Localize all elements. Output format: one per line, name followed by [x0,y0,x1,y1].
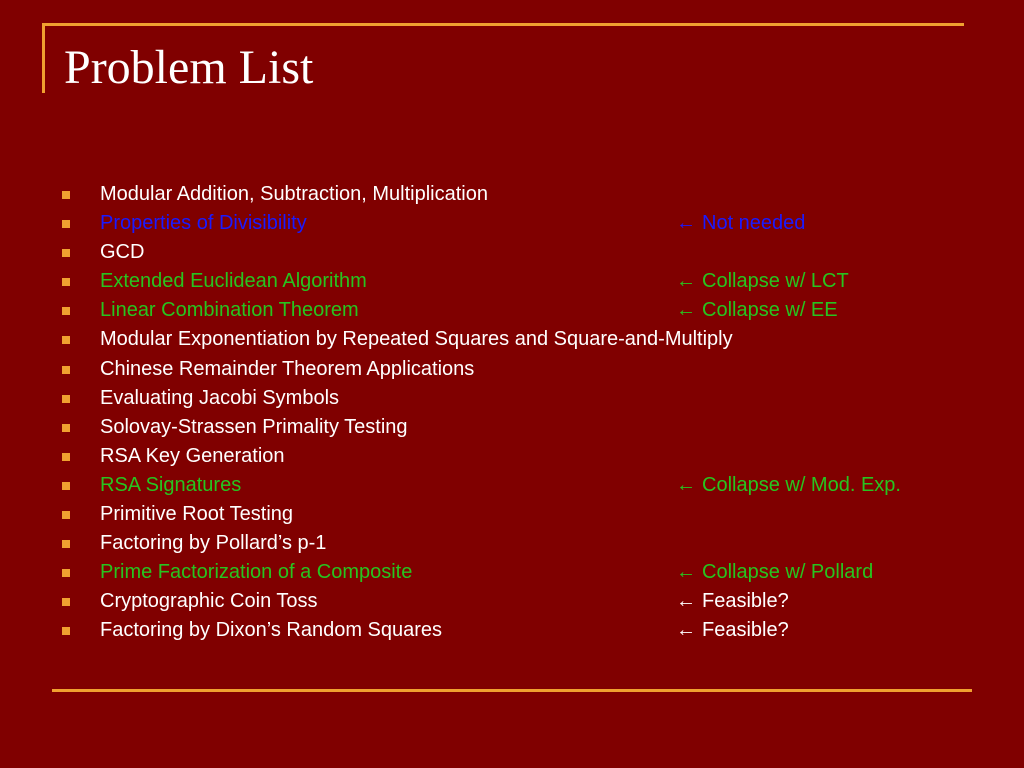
item-label: Prime Factorization of a Composite [100,561,413,584]
square-bullet-icon [62,191,70,199]
list-item [62,238,1002,267]
square-bullet-icon [62,482,70,490]
list-item [62,296,1002,325]
square-bullet-icon [62,627,70,635]
left-arrow-icon: ← [676,561,696,584]
left-arrow-icon: ← [676,619,696,642]
item-label: GCD [100,241,145,264]
list-item [62,587,1002,616]
list-item [62,413,1002,442]
square-bullet-icon [62,511,70,519]
square-bullet-icon [62,569,70,577]
left-arrow-icon: ← [676,473,696,496]
list-item [62,616,1002,645]
item-note-text: Feasible? [702,619,789,642]
left-frame-line [42,23,45,93]
problem-list [62,180,1002,646]
item-note [676,471,901,500]
item-note-text: Collapse w/ Pollard [702,561,874,584]
item-label: Chinese Remainder Theorem Applications [100,357,475,380]
slide-title: Problem List [64,41,314,94]
item-note [676,616,789,645]
item-note [676,209,805,238]
list-item [62,471,1002,500]
item-note-text: Not needed [702,212,806,235]
left-arrow-icon: ← [676,270,696,293]
item-note [676,587,789,616]
item-note [676,558,873,587]
square-bullet-icon [62,424,70,432]
list-item [62,355,1002,384]
left-arrow-icon: ← [676,212,696,235]
left-arrow-icon: ← [676,299,696,322]
item-label: Solovay-Strassen Primality Testing [100,415,408,438]
left-arrow-icon: ← [676,590,696,613]
item-label: RSA Signatures [100,473,242,496]
square-bullet-icon [62,249,70,257]
item-note-text: Collapse w/ Mod. Exp. [702,473,901,496]
item-label: Modular Exponentiation by Repeated Squares and Square-and-Multiply [100,328,733,351]
square-bullet-icon [62,307,70,315]
item-label: Primitive Root Testing [100,503,294,526]
item-label: Factoring by Dixon’s Random Squares [100,619,443,642]
square-bullet-icon [62,366,70,374]
item-label: Evaluating Jacobi Symbols [100,386,340,409]
square-bullet-icon [62,278,70,286]
square-bullet-icon [62,395,70,403]
list-item [62,558,1002,587]
list-item [62,325,1002,354]
list-item [62,267,1002,296]
item-note [676,267,849,296]
square-bullet-icon [62,220,70,228]
square-bullet-icon [62,598,70,606]
item-note-text: Feasible? [702,590,789,613]
list-item [62,384,1002,413]
bottom-frame-line [52,689,972,692]
square-bullet-icon [62,336,70,344]
list-item [62,180,1002,209]
square-bullet-icon [62,453,70,461]
list-item [62,500,1002,529]
item-label: Modular Addition, Subtraction, Multiplication [100,183,488,205]
item-label: Factoring by Pollard’s p-1 [100,532,327,555]
item-label: Linear Combination Theorem [100,299,359,322]
item-label: Cryptographic Coin Toss [100,590,318,613]
item-note-text: Collapse w/ EE [702,299,838,322]
item-label: Properties of Divisibility [100,212,307,235]
top-frame-line [42,23,964,26]
item-label: RSA Key Generation [100,444,285,467]
item-note-text: Collapse w/ LCT [702,270,849,293]
list-item [62,529,1002,558]
item-note [676,296,838,325]
item-label: Extended Euclidean Algorithm [100,270,367,293]
list-item [62,209,1002,238]
list-item [62,442,1002,471]
square-bullet-icon [62,540,70,548]
